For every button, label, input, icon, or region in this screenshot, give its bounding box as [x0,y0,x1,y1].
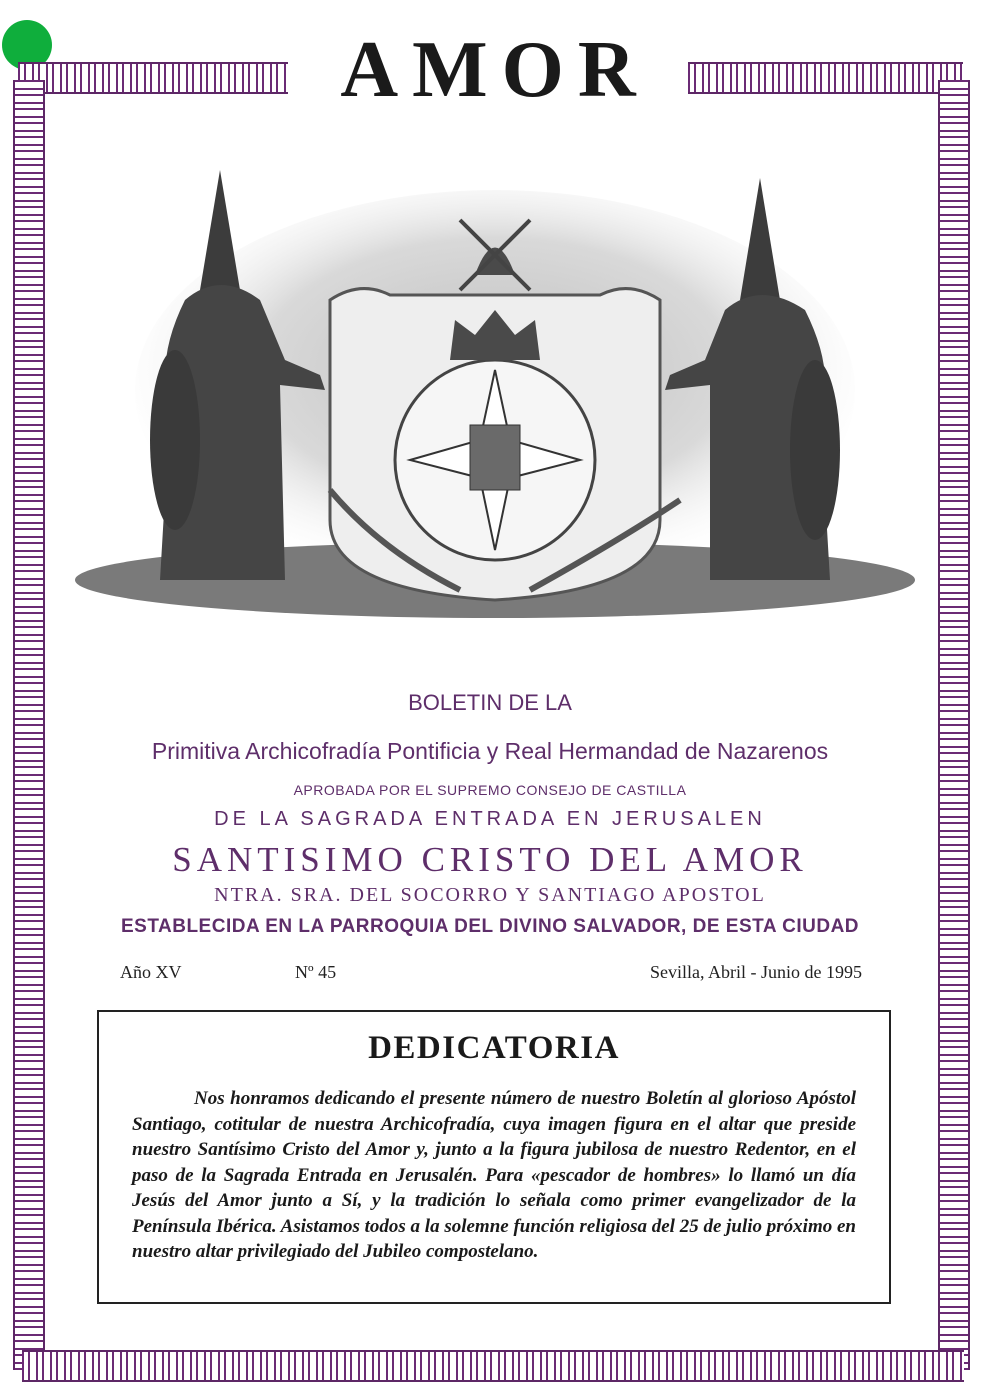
titular-name: SANTISIMO CRISTO DEL AMOR [172,840,808,879]
ornamental-border-top-left [18,62,288,94]
masthead-title: AMOR [340,26,650,114]
bulletin-intro: BOLETIN DE LA [408,690,572,715]
issue-year: Año XV [120,962,182,982]
dedicatoria-box [97,1010,891,1304]
issue-date: Sevilla, Abril - Junio de 1995 [650,962,862,982]
ornamental-border-top-right [688,62,963,94]
ornamental-border-left [13,80,45,1370]
cotitulares-line: NTRA. SRA. DEL SOCORRO Y SANTIAGO APOSTOL [214,884,766,906]
coat-of-arms-engraving [60,160,930,630]
brotherhood-name: Primitiva Archicofradía Pontificia y Real Hermandad de Nazarenos [151,738,829,764]
parish-line: ESTABLECIDA EN LA PARROQUIA DEL DIVINO SALVADOR, DE ESTA CIUDAD [120,916,860,937]
ornamental-border-right [938,80,970,1370]
issue-number: Nº 45 [295,962,337,982]
dedicatoria-title: DEDICATORIA [368,1030,620,1066]
sagrada-entrada-line: DE LA SAGRADA ENTRADA EN JERUSALEN [214,808,766,830]
ornamental-border-bottom [22,1350,964,1382]
dedicatoria-body: Nos honramos dedicando el presente número de nuestro Boletín al glorioso Apóstol Santiago, cotitular de nuestra Archicofradía, cuya imagen figura en el altar que preside nuestro Santísimo Cristo del Amor y, junto a la figura jubilosa de nuestro Redentor, en el paso de la Sagrada Entrada en Jerusalén. Para «pescador de hombres» lo llamó un día Jesús del Amor junto a Sí, y la tradición lo señala como primer evangelizador de la Península Ibérica. Asistamos todos a la solemne función religiosa del 25 de julio próximo en nuestro altar privilegiado del Jubileo compostelano. [132,1088,856,1262]
approval-line: APROBADA POR EL SUPREMO CONSEJO DE CASTILLA [293,782,687,798]
